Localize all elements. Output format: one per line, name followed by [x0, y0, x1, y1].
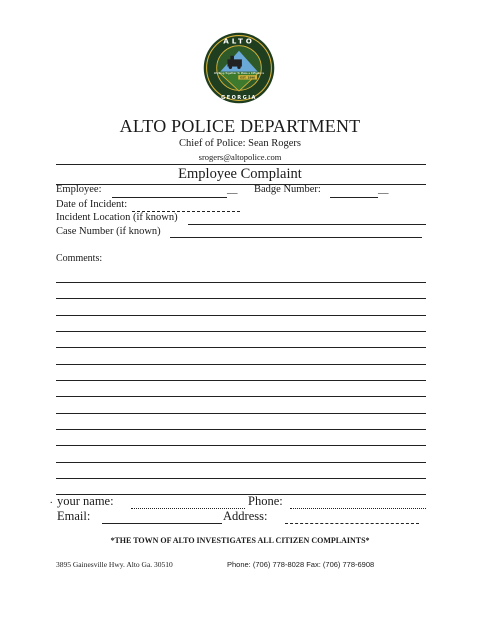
chief-of-police: Chief of Police: Sean Rogers [179, 138, 301, 149]
employee-field-tail: __ [227, 184, 238, 195]
phone-field[interactable] [290, 508, 426, 509]
badge-number-label: Badge Number: [254, 184, 321, 195]
header-divider [56, 164, 426, 165]
comment-line[interactable] [56, 315, 426, 316]
comment-line[interactable] [56, 347, 426, 348]
case-number-field[interactable] [170, 237, 422, 238]
town-seal-logo [203, 32, 275, 104]
comment-line[interactable] [56, 413, 426, 414]
form-title-divider [56, 184, 426, 185]
comment-line[interactable] [56, 462, 426, 463]
phone-label: Phone: [248, 494, 283, 508]
train-icon [227, 59, 241, 66]
comment-line[interactable] [56, 396, 426, 397]
comment-line[interactable] [56, 364, 426, 365]
seal-top-text: ALTO [223, 36, 255, 46]
footer-address: 3895 Gainesville Hwy. Alto Ga. 30510 [56, 560, 173, 569]
comment-line[interactable] [56, 478, 426, 479]
employee-label: Employee: [56, 184, 102, 195]
comment-line[interactable] [56, 380, 426, 381]
comment-line[interactable] [56, 429, 426, 430]
comment-line[interactable] [56, 445, 426, 446]
address-field[interactable] [285, 523, 419, 524]
department-title: ALTO POLICE DEPARTMENT [119, 116, 361, 136]
comment-line[interactable] [56, 298, 426, 299]
footer-contact: Phone: (706) 778-8028 Fax: (706) 778-6908 [227, 560, 375, 569]
comment-line[interactable] [56, 282, 426, 283]
date-of-incident-label: Date of Incident: [56, 199, 128, 210]
seal-bottom-text: GEORGIA [221, 94, 257, 101]
employee-field[interactable] [112, 197, 227, 198]
comments-label: Comments: [56, 253, 103, 264]
incident-location-field[interactable] [188, 224, 426, 225]
address-label: Address: [223, 509, 268, 523]
seal-est: EST. 1896 [240, 75, 256, 80]
chief-email: srogers@altopolice.com [198, 152, 282, 162]
stray-mark: . [50, 495, 53, 506]
seal-motto: Working Together To Make a Difference [213, 71, 265, 75]
badge-field-tail: __ [378, 184, 389, 195]
form-title: Employee Complaint [178, 166, 302, 182]
comment-line[interactable] [56, 331, 426, 332]
your-name-label: your name: [57, 494, 114, 508]
case-number-label: Case Number (if known) [56, 226, 161, 237]
email-field[interactable] [102, 523, 222, 524]
investigation-notice: *THE TOWN OF ALTO INVESTIGATES ALL CITIZEN COMPLAINTS* [110, 536, 370, 545]
badge-number-field[interactable] [330, 197, 378, 198]
email-label: Email: [57, 509, 91, 523]
incident-location-label: Incident Location (if known) [56, 212, 178, 223]
